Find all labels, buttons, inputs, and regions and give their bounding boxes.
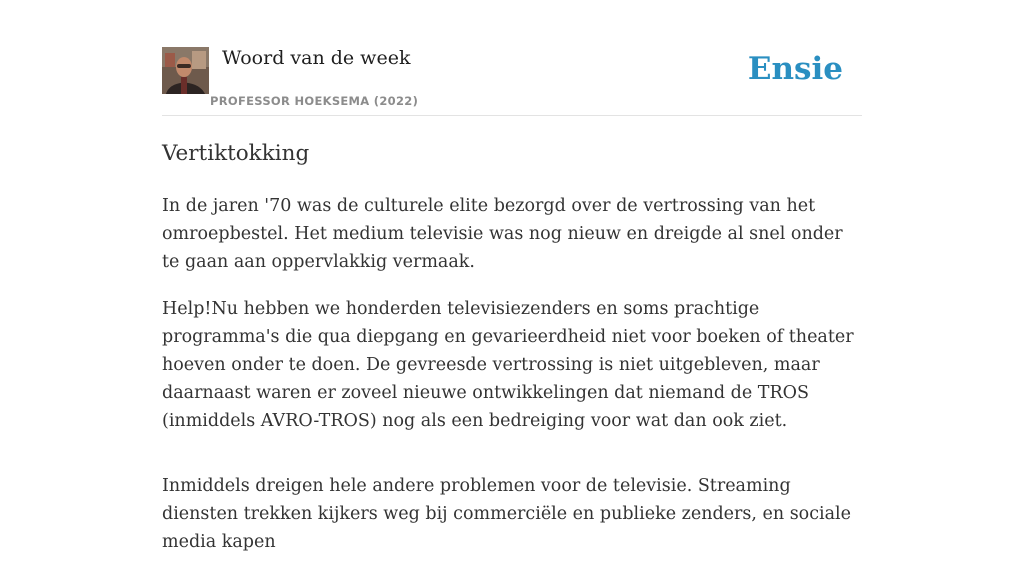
article-header [162, 0, 862, 116]
article-column [162, 0, 862, 552]
post-title: Vertiktokking [162, 141, 310, 166]
avatar-photo-icon [162, 47, 209, 94]
post-body [162, 192, 862, 575]
author-title[interactable]: Woord van de week [222, 47, 411, 69]
brand-logo[interactable]: Ensie [747, 51, 843, 87]
paragraph: In de jaren '70 was de culturele elite bezorgd over de vertrossing van het omroepbestel. Het medium televisie was nog nieuw en dreigde al snel onder te gaan aan oppervlakkig vermaak. [162, 196, 843, 272]
paragraph: Inmiddels dreigen hele andere problemen voor de televisie. Streaming diensten trekken kijkers weg bij commerciële en publieke zenders, en sociale media kapen [162, 476, 851, 552]
author-meta: PROFESSOR HOEKSEMA (2022) [210, 94, 419, 108]
author-avatar[interactable] [162, 47, 209, 94]
paragraph: Help!Nu hebben we honderden televisiezenders en soms prachtige programma's die qua diepgang en gevarieerdheid niet voor boeken of theater hoeven onder te doen. De gevreesde vertrossing is niet uitgebleven, maar daarnaast waren er zoveel nieuwe ontwikkelingen dat niemand de TROS (inmiddels AVRO-TROS) nog als een bedreiging voor wat dan ook ziet. [162, 299, 854, 431]
